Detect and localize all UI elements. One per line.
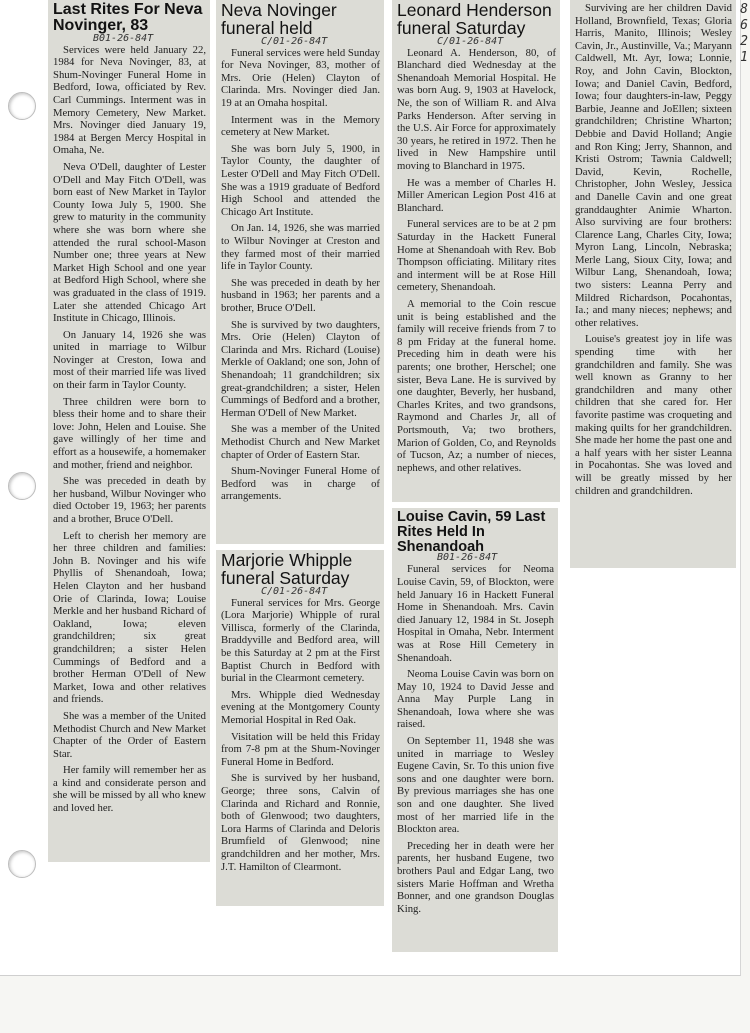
handwritten-date-note: C/01-26-84T: [261, 35, 328, 47]
obituary-clipping-leonard-henderson: [392, 0, 560, 502]
paragraph: Three children were born to bless their home and to share their love: John, Helen and Louise. She gave willingly of her time and effort as a housewife, a homemaker and mother, friend and neighbor.: [53, 395, 206, 471]
paragraph: He was a member of Charles H. Miller American Legion Post 416 at Blanchard.: [397, 176, 556, 214]
page-number: [738, 2, 750, 66]
paragraph: Neoma Louise Cavin was born on May 10, 1924 to David Jesse and Anna May Purple Lang in Shenandoah, Iowa where she was raised.: [397, 668, 554, 731]
paragraph: Funeral services for Mrs. George (Lora Marjorie) Whipple of rural Villisca, formerly of the Clarinda, Braddyville and Bedford area, will be this Saturday at 2 pm at the First Baptist Church in Bedford with burial in the Clearmont cemetery.: [221, 596, 380, 685]
paragraph: Surviving are her children David Holland, Brownfield, Texas; Gloria Harris, Manito, Illinois; Wesley Cavin, Jr., Austinville, Va.; Maryann Caldwell, Mt. Ayr, Iowa; Lonnie, Roy, and John Cavin, Blockton, Iowa; and Daniel Cavin, Bedford, Iowa; four daughters-in-law, Peggy Barbie, Jeanne and JoEllen; sixteen grandchildren; Christine Wharton; Debbie and David Holland; Angie and Ron King; Jerry, Shannon, and Kristi Ostrom; Tawnia Caldwell; David, Kevin, Rochelle, Christopher, John Wesley, Jessica and Danelle Cavin and one great granddaughter Animie Wharton. Also surviving are four brothers: Clarence Lang, Charles City, Iowa; Myron Lang, Lincoln, Nebraska; Merle Lang, Sioux City, Iowa; and Wilbur Lang, Shenandoah, Iowa; two sisters: Leanna Perry and Mildred Richardson, Pocahontas, Ia.; and many nieces; nephews; and other relatives.: [575, 2, 732, 329]
paragraph: Shum-Novinger Funeral Home of Bedford was in charge of arrangements.: [221, 465, 380, 503]
paragraph: Left to cherish her memory are her three children and families: John B. Novinger and his wife Phyllis of Shenandoah, Iowa; Helen Clayton and her husband Orie of Clarinda, Iowa; Louise Merkle and her husband Richard of Oakland, Iowa; eleven grandchildren; six great grandchildren; a sister Helen Cummings of Bedford and a brother Herman O'Dell of New Market, Iowa and other relatives and friends.: [53, 529, 206, 706]
article-body: [575, 2, 732, 497]
paragraph: Funeral services were held Sunday for Neva Novinger, 83, mother of Mrs. Orie (Helen) Clayton of Clarinda. Mrs. Novinger died Jan. 19 at an Omaha hospital.: [221, 46, 380, 110]
paragraph: Visitation will be held this Friday from 7-8 pm at the Shum-Novinger Funeral Home in Bedford.: [221, 730, 380, 768]
paragraph: Preceding her in death were her parents, her husband Eugene, two brothers Paul and Edgar Lang, two sisters Marie Hoffman and Wretha Bonner, and one grandson Douglas King.: [397, 839, 554, 915]
paragraph: On Jan. 14, 1926, she was married to Wilbur Novinger at Creston and they farmed most of their married life in Taylor County.: [221, 222, 380, 273]
handwritten-date-note: B01-26-84T: [93, 32, 154, 44]
paragraph: Leonard A. Henderson, 80, of Blanchard died Wednesday at the Shenandoah Memorial Hospital. He was born Aug. 9, 1903 at Havelock, Ne, the son of William R. and Alva Parks Henderson. After serving in the U.S. Air Force for approximately 30 years, he retired in 1972. Then he lived in New Hampshire until moving to Blanchard in 1975.: [397, 46, 556, 173]
paragraph: Funeral services for Neoma Louise Cavin, 59, of Blockton, were held January 16 in Hackett Funeral Home in Shenandoah. Mrs. Cavin died January 12, 1984 in St. Joseph Hospital in Omaha, Nebr. Interment was at Rose Hill Cemetery in Shenandoah.: [397, 563, 554, 664]
handwritten-date-note: B01-26-84T: [437, 552, 498, 564]
obituary-clipping-neva-novinger-funeral: [216, 0, 384, 544]
paragraph: Louise's greatest joy in life was spending time with her grandchildren and family. She was well known as Granny to her grandchildren and many other children that she cared for. Her favorite pastime was croqueting and making quilts for her grandchildren. She made her home the past one and a half years with her sister Leanna in Pocahontas. She was loved and will be greatly missed by her children and grandchildren.: [575, 333, 732, 497]
page-number-digit: 6: [740, 18, 748, 33]
paragraph: Her family will remember her as a kind and considerate person and she will be missed by all who knew and loved her.: [53, 764, 206, 815]
paragraph: She was a member of the United Methodist Church and New Market chapter of Order of Eastern Star.: [221, 423, 380, 461]
paragraph: On September 11, 1948 she was united in marriage to Wesley Eugene Cavin, Sr. To this union five sons and one daughter were born. By previous marriages she has one son and one daughter. She lived most of her married life in the Blockton area.: [397, 735, 554, 836]
page-number-digit: 1: [740, 50, 748, 65]
paragraph: She was preceded in death by her husband in 1963; her parents and a brother, Bruce O'Dell.: [221, 276, 380, 314]
paragraph: Funeral services are to be at 2 pm Saturday in the Hackett Funeral Home at Shenandoah with Rev. Bob Thompson officiating. Military rites and interment will be at Rose Hill cemetery, Shenandoah.: [397, 218, 556, 294]
paragraph: She was born July 5, 1900, in Taylor County, the daughter of Lester O'Dell and May Fitch O'Dell. She was a 1919 graduate of Bedford High School and attended the Chicago Art Institute.: [221, 142, 380, 218]
headline: Leonard Henderson funeral Saturday: [397, 0, 552, 38]
headline: Neva Novinger funeral held: [221, 0, 337, 38]
paragraph: Mrs. Whipple died Wednesday evening at the Montgomery County Memorial Hospital in Red Oak.: [221, 688, 380, 727]
headline: Louise Cavin, 59 Last Rites Held In Shenandoah: [397, 509, 546, 555]
handwritten-date-note: C/01-26-84T: [437, 35, 504, 47]
article-body: [221, 597, 380, 873]
paragraph: She is survived by two daughters, Mrs. Orie (Helen) Clayton of Clarinda and Mrs. Richard (Louise) Merkle of Oakland; one son, John of Shenandoah; 11 grandchildren; six great-grandchildren; a sister, Helen Cummings of Bedford and a brother, Herman O'Dell of New Market.: [221, 318, 380, 419]
page-number-digit: 2: [740, 34, 748, 49]
headline: Marjorie Whipple funeral Saturday: [221, 550, 353, 588]
binder-hole: [8, 92, 36, 120]
paragraph: She is survived by her husband, George; three sons, Calvin of Clarinda and Richard and Ronnie, both of Glenwood; two daughters, Lora Harms of Clarinda and Deloris Brumfield of Glenwood; nine grandchildren and her mother, Mrs. J.T. Hamilton of Clearmont.: [221, 772, 380, 873]
obituary-clipping-louise-cavin-continued: [570, 0, 736, 568]
paragraph: On January 14, 1926 she was united in marriage to Wilbur Novinger at Creston, Iowa and most of their married life was lived on their farm in Taylor County.: [53, 328, 206, 392]
binder-hole: [8, 850, 36, 878]
page-number-digit: 8: [740, 2, 748, 17]
paragraph: She was a member of the United Methodist Church and New Market Chapter of the Order of Eastern Star.: [53, 709, 206, 760]
paragraph: A memorial to the Coin rescue unit is being established and the family will receive friends from 7 to 8 pm Friday at the funeral home. Preceding him in death were his parents; one brother, Herschel; one sister, Beva Lane. He is survived by one daughter, Beverly, her husband, Charles Krites, and two grandsons, Raymond and Charles Jr, all of Portsmouth, Va; two brothers, Marion of Golden, Co, and Reynolds of Tucson, Az; a number of nieces, nephews, and other relatives.: [397, 297, 556, 474]
paragraph: Services were held January 22, 1984 for Neva Novinger, 83, at Shum-Novinger Funeral Home in Bedford, Iowa, officiated by Rev. Carl Cummings. Interment was in Memory Cemetery, New Market. Mrs. Novinger died January 19, 1984 at Bergen Mercy Hospital in Omaha, Ne.: [53, 43, 206, 157]
binder-hole: [8, 472, 36, 500]
obituary-clipping-neva-novinger-last-rites: [48, 0, 210, 862]
handwritten-date-note: C/01-26-84T: [261, 585, 328, 597]
article-body: [397, 563, 554, 915]
paragraph: Neva O'Dell, daughter of Lester O'Dell and May Fitch O'Dell, was born east of New Market in Taylor County Iowa July 5, 1900. She grew to maturity in the community where she was born where she attended the rural school-Mason Number one; three years at New Market High School and one year at Bedford High School, where she was graduated in the class of 1919. Later she attended Chicago Art Institute in Chicago, Illinois.: [53, 160, 206, 325]
obituary-clipping-marjorie-whipple: [216, 550, 384, 906]
headline: Last Rites For Neva Novinger, 83: [53, 1, 203, 35]
paragraph: Interment was in the Memory cemetery at New Market.: [221, 113, 380, 139]
paragraph: She was preceded in death by her husband, Wilbur Novinger who died October 19, 1963; her parents and a brother, Bruce O'Dell.: [53, 475, 206, 525]
obituary-clipping-louise-cavin: [392, 508, 558, 952]
article-body: [221, 47, 380, 503]
article-body: [397, 47, 556, 475]
article-body: [53, 44, 206, 815]
